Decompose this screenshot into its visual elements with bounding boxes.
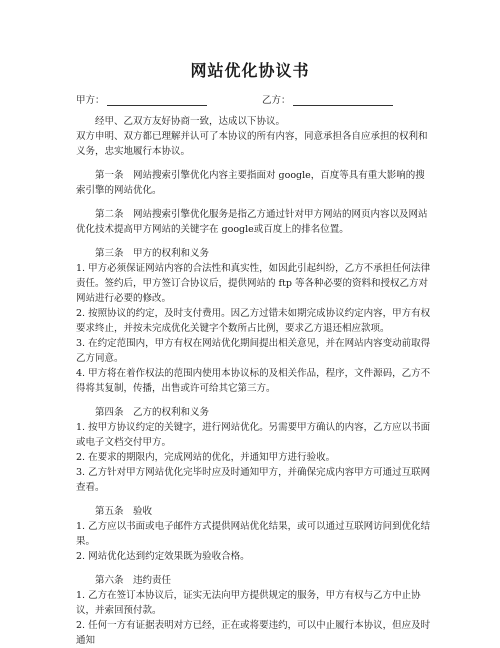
- intro-declaration: 双方申明、双方都已理解并认可了本协议的所有内容，同意承担各自应承担的权利和义务，忠实地履行本协议。: [76, 131, 428, 157]
- party-b-blank-line: [293, 96, 393, 106]
- clause-6-item: 2. 任何一方有证据表明对方已经，正在或将要违约，可以中止履行本协议，但应及时通知: [76, 620, 431, 646]
- intro-paragraph: 经甲、乙双方友好协商一致，达成以下协议。: [95, 116, 286, 127]
- party-a-label: 甲方：: [76, 95, 105, 106]
- clause-6-heading: 第六条 违约责任: [95, 575, 172, 586]
- document-title: 网站优化协议书: [190, 61, 310, 80]
- party-a-blank-line: [107, 96, 207, 106]
- clause-5-heading: 第五条 验收: [95, 506, 153, 517]
- document-body: [76, 114, 432, 648]
- clause-6-item: 1. 乙方在签订本协议后，证实无法向甲方提供规定的服务，甲方有权与乙方中止协议，并索回预付款。: [76, 590, 421, 616]
- clause-4-item: 3. 乙方针对甲方网站优化完毕时应及时通知甲方，并确保完成内容甲方可通过互联网查看。: [76, 467, 431, 493]
- clause-5-item: 2. 网站优化达到约定效果既为验收合格。: [76, 551, 250, 562]
- clause-3-heading: 第三条 甲方的权利和义务: [95, 248, 210, 259]
- clause-4-item: 1. 按甲方协议约定的关键字，进行网站优化。另需要甲方确认的内容，乙方应以书面或电子文档交付甲方。: [76, 422, 431, 448]
- clause-3-item: 1. 甲方必须保证网站内容的合法性和真实性，如因此引起纠纷，乙方不承担任何法律责任。签约后，甲方签订合协议后，提供网站的 ftp 等各种必要的资料和授权乙方对网站进行必要的修改。: [76, 263, 431, 304]
- clause-5-item: 1. 乙方应以书面或电子邮件方式提供网站优化结果，或可以通过互联网访问到优化结果。: [76, 521, 431, 547]
- clause-4-item: 2. 在要求的期限内，完成网站的优化，并通知甲方进行验收。: [76, 452, 336, 463]
- clause-4-heading: 第四条 乙方的权利和义务: [95, 407, 210, 418]
- clause-3-item: 4. 甲方将在着作权法的范围内使用本协议标的及相关作品，程序，文件源码，乙方不得将其复制，传播，出售或许可给其它第三方。: [76, 368, 431, 394]
- party-a: [76, 92, 207, 106]
- clause-1: 第一条 网站搜索引擎优化内容主要指面对 google，百度等具有重大影响的搜索引擎的网站优化。: [76, 170, 425, 196]
- party-b: [262, 92, 393, 106]
- clause-3-item: 3. 在约定范围内，甲方有权在网站优化期间提出相关意见，并在网站内容变动前取得乙方同意。: [76, 338, 431, 364]
- clause-3-item: 2. 按照协议的约定，及时支付费用。因乙方过错未如期完成协议约定内容，甲方有权要求终止，并按未完成优化关键字个数所占比例，要求乙方退还相应款项。: [76, 308, 431, 334]
- party-b-label: 乙方：: [262, 95, 291, 106]
- clause-2: 第二条 网站搜索引擎优化服务是指乙方通过针对甲方网站的网页内容以及网站优化技术提高甲方网站的关键字在 google或百度上的排名位置。: [76, 209, 428, 235]
